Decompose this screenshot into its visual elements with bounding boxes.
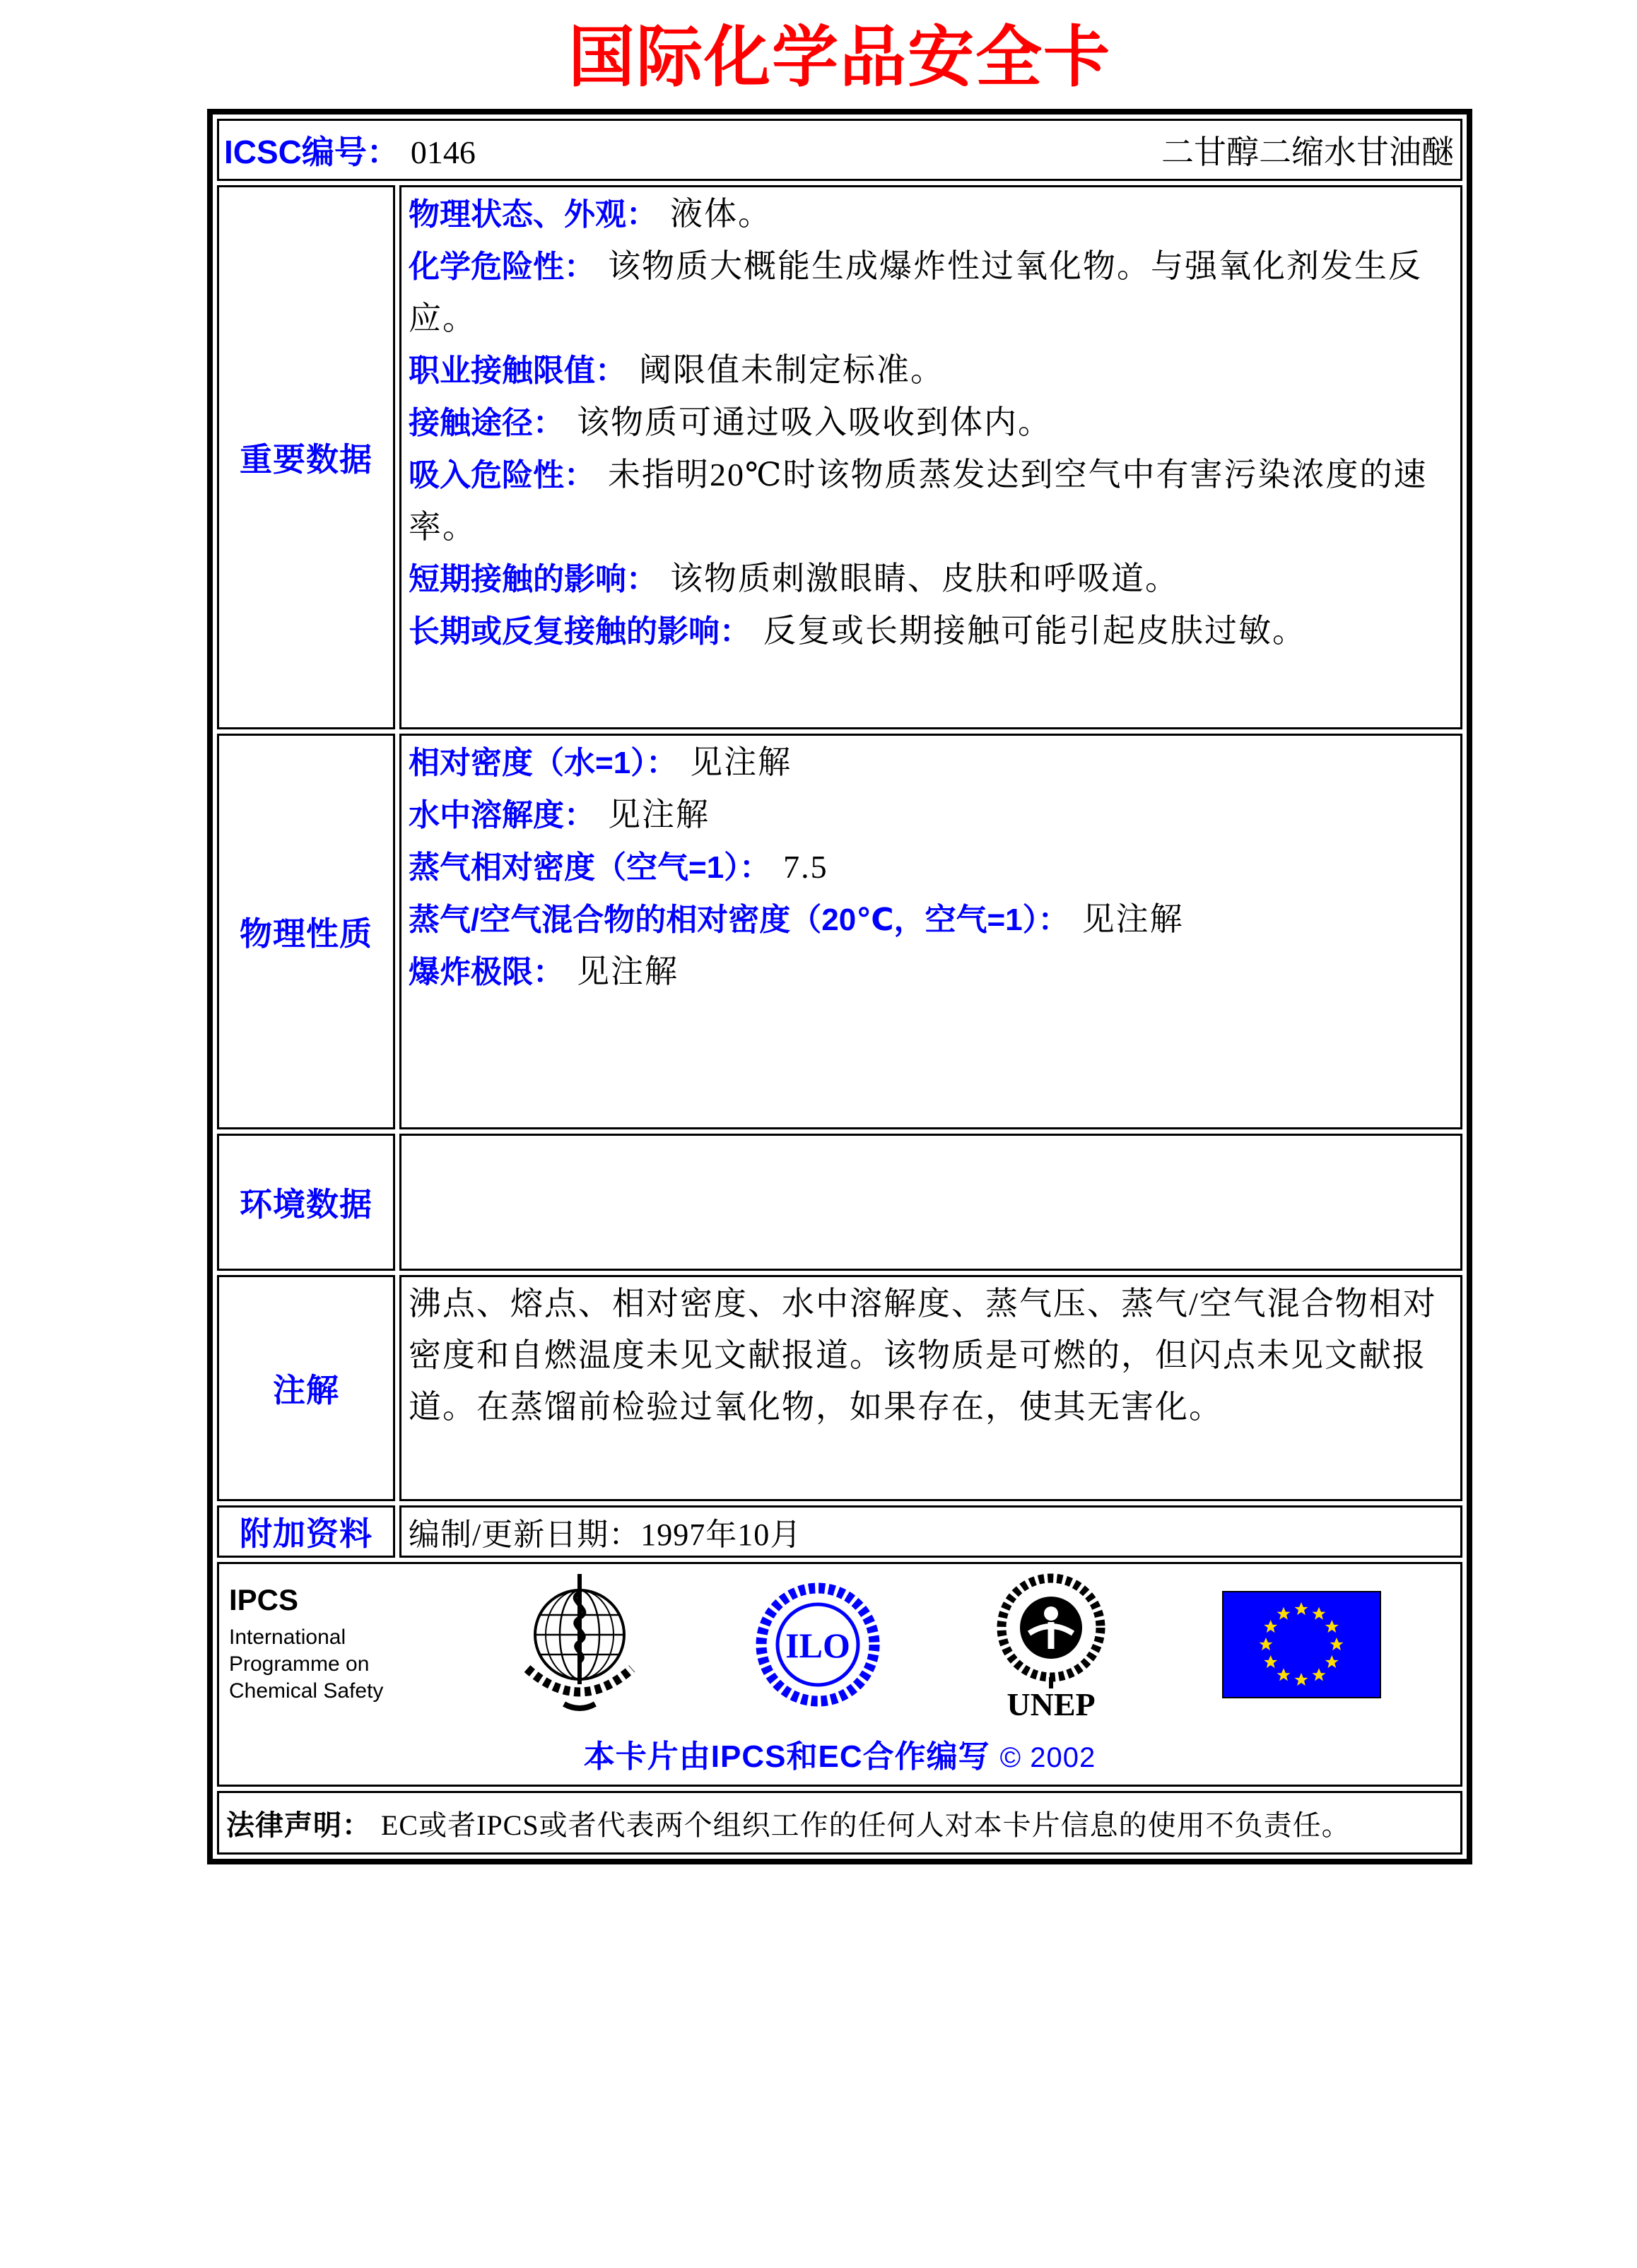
legal-label: 法律声明： — [226, 1809, 371, 1841]
header-row — [217, 119, 1462, 181]
unep-logo-text: UNEP — [1007, 1686, 1096, 1720]
legal-cell — [217, 1791, 1462, 1855]
important-data-row — [217, 185, 1462, 729]
physical-item: 相对密度（水=1）： 见注解 — [409, 744, 792, 780]
ipcs-logos-row — [217, 1562, 1462, 1787]
ipcs-logos-cell — [217, 1562, 1462, 1787]
update-date-label: 编制/更新日期： — [409, 1517, 641, 1552]
title-bar — [207, 18, 1472, 96]
section-label-physical-properties: 物理性质 — [217, 734, 395, 1129]
legal-text: EC或者IPCS或者代表两个组织工作的任何人对本卡片信息的使用不负责任。 — [381, 1809, 1351, 1841]
ilo-logo-text: ILO — [785, 1626, 850, 1665]
important-item: 接触途径： 该物质可通过吸入吸收到体内。 — [409, 404, 1052, 440]
important-item: 职业接触限值： 阈限值未制定标准。 — [409, 352, 944, 388]
chemical-name: 二甘醇二缩水甘油醚 — [1161, 134, 1454, 170]
notes-content — [399, 1275, 1462, 1501]
physical-item: 蒸气相对密度（空气=1）： 7.5 — [409, 849, 828, 885]
cooperation-line — [219, 1731, 1460, 1776]
icsc-number-label: ICSC编号： — [224, 134, 399, 170]
copyright-text: © 2002 — [999, 1742, 1096, 1773]
notes-row — [217, 1275, 1462, 1501]
ipcs-text-block: IPCS International Programme on Chemical Safety — [229, 1585, 406, 1705]
important-item: 化学危险性： 该物质大概能生成爆炸性过氧化物。与强氧化剂发生反应。 — [409, 248, 1422, 336]
additional-info-content — [399, 1505, 1462, 1558]
physical-item: 蒸气/空气混合物的相对密度（20℃，空气=1）： 见注解 — [409, 901, 1184, 937]
eu-flag-icon — [1222, 1591, 1381, 1698]
important-item: 长期或反复接触的影响： 反复或长期接触可能引起皮肤过敏。 — [409, 613, 1306, 649]
who-logo-icon — [515, 1573, 645, 1717]
physical-properties-content — [399, 734, 1462, 1129]
page-title: 国际化学品安全卡 — [568, 20, 1111, 94]
update-date-value: 1997年10月 — [640, 1517, 802, 1552]
ipcs-acronym: IPCS — [229, 1583, 299, 1616]
cooperation-text: 本卡片由IPCS和EC合作编写 — [583, 1739, 990, 1774]
icsc-number-value: 0146 — [410, 134, 476, 170]
legal-row — [217, 1791, 1462, 1855]
important-data-content — [399, 185, 1462, 729]
header-cell — [217, 119, 1462, 181]
environmental-data-row — [217, 1134, 1462, 1271]
physical-properties-row — [217, 734, 1462, 1129]
icsc-number-group — [224, 127, 476, 173]
important-item: 物理状态、外观： 液体。 — [409, 196, 772, 232]
additional-info-row — [217, 1505, 1462, 1558]
physical-item: 爆炸极限： 见注解 — [409, 953, 679, 989]
unep-logo-icon — [990, 1570, 1113, 1720]
icsc-card-table — [207, 109, 1472, 1864]
section-label-important-data: 重要数据 — [217, 185, 395, 729]
ilo-logo-icon — [754, 1577, 881, 1712]
section-label-notes: 注解 — [217, 1275, 395, 1501]
physical-item: 水中溶解度： 见注解 — [409, 797, 710, 833]
notes-text: 沸点、熔点、相对密度、水中溶解度、蒸气压、蒸气/空气混合物相对密度和自燃温度未见文献报道。该物质是可燃的，但闪点未见文献报道。在蒸馏前检验过氧化物，如果存在，使其无害化。 — [409, 1286, 1437, 1425]
section-label-additional-info: 附加资料 — [217, 1505, 395, 1558]
section-label-environmental-data: 环境数据 — [217, 1134, 395, 1271]
important-item: 吸入危险性： 未指明20℃时该物质蒸发达到空气中有害污染浓度的速率。 — [409, 457, 1428, 545]
important-item: 短期接触的影响： 该物质刺激眼睛、皮肤和呼吸道。 — [409, 560, 1179, 597]
environmental-data-content — [399, 1134, 1462, 1271]
